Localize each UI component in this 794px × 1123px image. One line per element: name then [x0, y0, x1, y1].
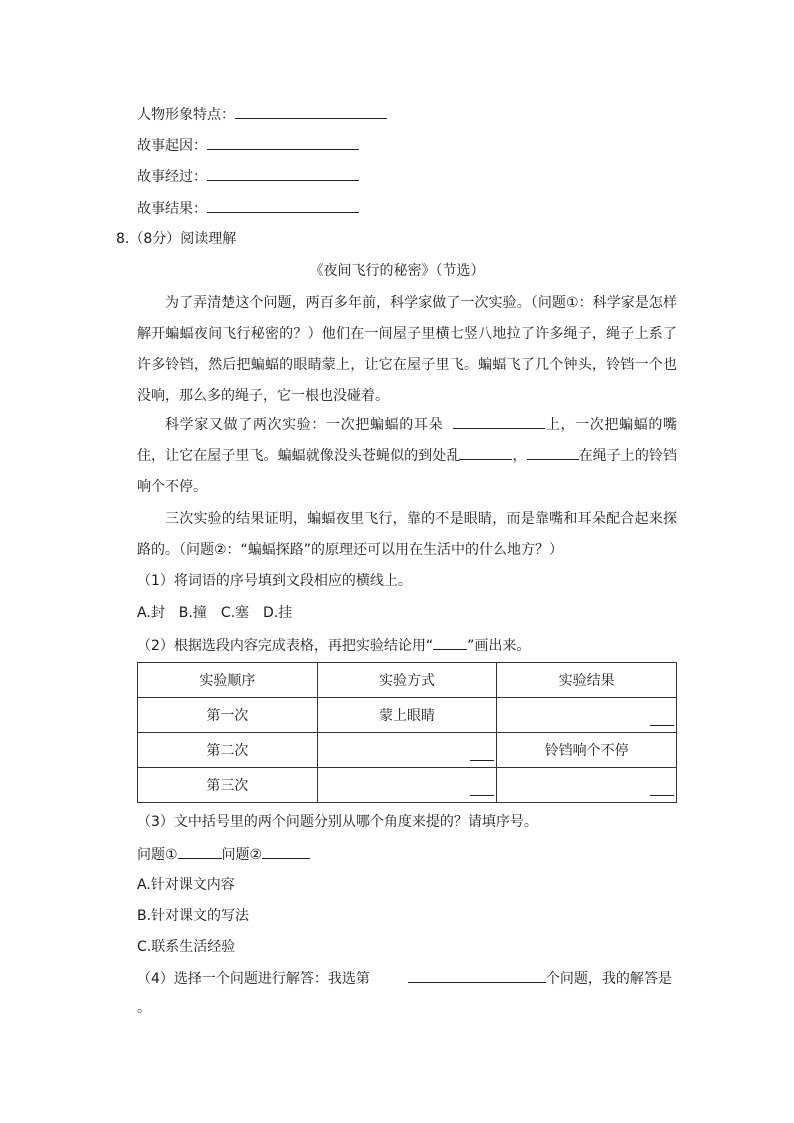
table-row — [138, 768, 677, 803]
paragraph-text: 在绳子上的铃铛响个不停。 — [137, 448, 677, 495]
table-cell-result[interactable] — [497, 698, 677, 733]
table-header-row — [138, 663, 677, 698]
story-field-result — [137, 198, 359, 219]
answer-blank[interactable] — [650, 795, 674, 796]
sub-question-1-prompt: （1）将词语的序号填到文段相应的横线上。 — [137, 573, 412, 589]
underline-sample — [433, 635, 467, 650]
story-field-process — [137, 166, 359, 187]
table-cell-result: 铃铛响个不停 — [497, 733, 677, 768]
paragraph-text: ， — [512, 448, 527, 464]
field-label: 故事结果： — [137, 201, 207, 217]
sub-question-3-prompt: （3）文中括号里的两个问题分别从哪个角度来提的？请填序号。 — [137, 814, 538, 830]
table-header: 实验结果 — [497, 663, 677, 698]
story-field-cause — [137, 135, 359, 156]
answer-blank[interactable] — [470, 795, 494, 796]
field-label: 故事起因： — [137, 138, 207, 154]
answer-blank[interactable] — [207, 166, 359, 181]
answer-blank[interactable] — [470, 760, 494, 761]
sub-question-4-prompt — [137, 968, 672, 989]
field-label: 人物形象特点： — [137, 107, 235, 123]
table-cell-result[interactable] — [497, 768, 677, 803]
table-header: 实验顺序 — [138, 663, 318, 698]
answer-blank[interactable] — [408, 968, 546, 983]
prompt-text: （2）根据选段内容完成表格，再把实验结论用“ — [137, 638, 434, 654]
answer-blank[interactable] — [207, 135, 359, 150]
experiment-table — [137, 662, 677, 803]
question-type: 阅读理解 — [180, 231, 237, 247]
question-label: 问题② — [221, 847, 263, 863]
table-cell-method[interactable] — [317, 733, 497, 768]
sub-question-2-prompt — [137, 635, 530, 656]
prompt-text: ”画出来。 — [467, 638, 531, 654]
answer-blank[interactable] — [178, 844, 222, 859]
table-row — [138, 698, 677, 733]
paragraph-text: 上，一次把蝙蝠的嘴住，让它在屋子里飞。蝙蝠就像没头苍蝇似的到处乱 — [137, 417, 678, 464]
passage-paragraph-3: 三次实验的结果证明，蝙蝠夜里飞行，靠的不是眼睛，而是靠嘴和耳朵配合起来探路的。（问题②：“蝙蝠探路”的原理还可以用在生活中的什么地方？） — [137, 511, 677, 558]
passage-title: 《夜间飞行的秘密》（节选） — [309, 263, 485, 279]
question-header — [116, 229, 236, 249]
table-cell-method: 蒙上眼睛 — [317, 698, 497, 733]
paragraph-text: 科学家又做了两次实验：一次把蝙蝠的耳朵 — [165, 417, 444, 433]
answer-blank[interactable] — [235, 104, 387, 119]
table-row — [138, 733, 677, 768]
table-header: 实验方式 — [317, 663, 497, 698]
answer-blank[interactable] — [650, 725, 674, 726]
sub-question-3-option-b: B.针对课文的写法 — [137, 908, 250, 924]
sub-question-1-options: A.封 B.撞 C.塞 D.挂 — [137, 605, 293, 621]
answer-blank[interactable] — [527, 445, 579, 460]
sub-question-3-answers — [137, 844, 310, 865]
question-number: 8. — [116, 231, 130, 247]
question-score: （8分） — [129, 231, 181, 247]
table-cell-method[interactable] — [317, 768, 497, 803]
answer-blank[interactable] — [460, 445, 512, 460]
answer-blank[interactable] — [262, 844, 310, 859]
sub-question-4-end: 。 — [137, 1000, 151, 1016]
prompt-text: （4）选择一个问题进行解答：我选第 — [137, 971, 370, 987]
field-label: 故事经过： — [137, 169, 207, 185]
table-cell-order: 第三次 — [138, 768, 318, 803]
question-label: 问题① — [137, 847, 178, 863]
passage-paragraph-1: 为了弄清楚这个问题，两百多年前，科学家做了一次实验。（问题①：科学家是怎样解开蝙蝠夜间飞行秘密的？）他们在一间屋子里横七竖八地拉了许多绳子，绳子上系了许多铃铛，然后把蝙蝠的眼睛蒙上，让它在屋子里飞。蝙蝠飞了几个钟头，铃铛一个也没响，那么多的绳子，它一根也没碰着。 — [137, 295, 677, 404]
story-field-character — [137, 104, 387, 125]
prompt-text: 个问题，我的解答是 — [545, 971, 672, 987]
sub-question-3-option-a: A.针对课文内容 — [137, 877, 235, 893]
sub-question-3-option-c: C.联系生活经验 — [137, 939, 236, 955]
table-cell-order: 第一次 — [138, 698, 318, 733]
answer-blank[interactable] — [453, 414, 545, 429]
passage-paragraph-2 — [137, 410, 677, 503]
table-cell-order: 第二次 — [138, 733, 318, 768]
answer-blank[interactable] — [207, 198, 359, 213]
